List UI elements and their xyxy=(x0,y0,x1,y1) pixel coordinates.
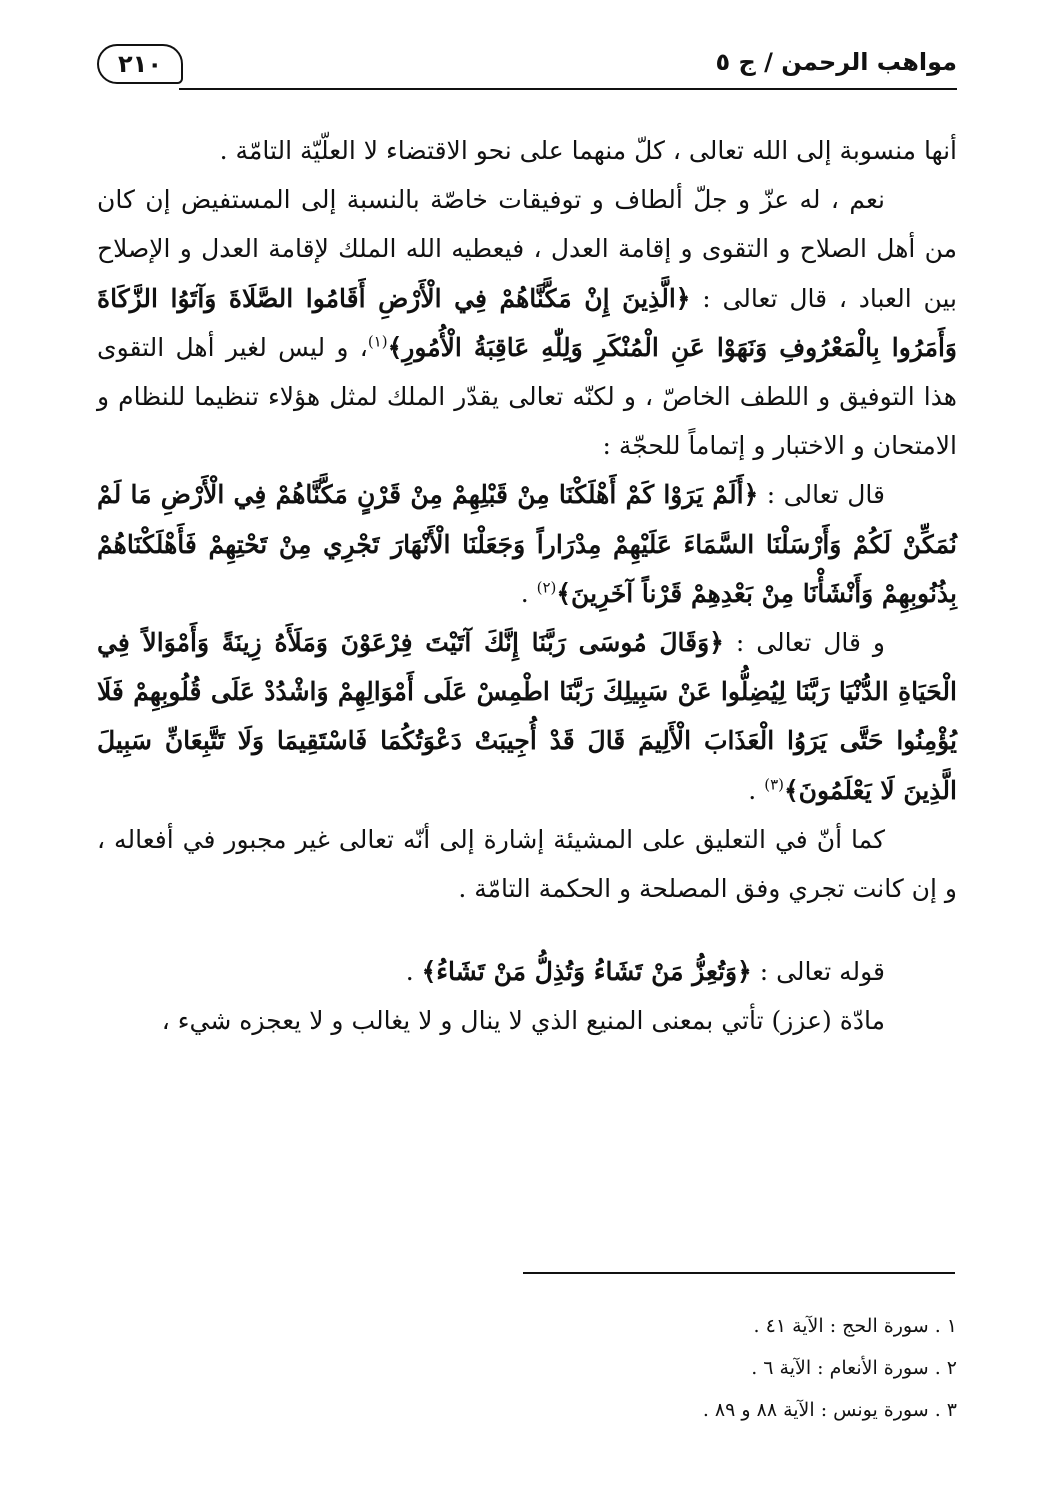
quran-verse: ﴿الَّذِينَ إِنْ مَكَّنَّاهُمْ فِي الْأَرْضِ أَقَامُوا الصَّلَاةَ وَآتَوُا الزَّكَاةَ وَأَمَرُوا بِالْمَعْرُوفِ وَنَهَوْا عَنِ الْمُنْكَرِ وَلِلّٰهِ عَاقِبَةُ الْأُمُورِ﴾ xyxy=(97,283,957,362)
text-run: قال تعالى : xyxy=(758,480,885,510)
paragraph xyxy=(97,470,957,618)
section-gap xyxy=(97,913,957,947)
text-run: . xyxy=(405,957,422,987)
main-text xyxy=(97,126,957,1046)
footnote-rule xyxy=(523,1272,955,1274)
text-run: ، و ليس لغير أهل التقوى هذا التوفيق و اللطف الخاصّ ، و لكنّه تعالى يقدّر الملك لمثل هؤلاء تنظيما للنظام و الامتحان و الاختبار و إتماماً للحجّة : xyxy=(97,332,957,461)
text-run: و قال تعالى : xyxy=(723,628,886,658)
page-header xyxy=(97,44,957,94)
footnote-ref[interactable]: (٢) xyxy=(536,578,557,597)
text-run: مادّة (عزز) تأتي بمعنى المنيع الذي لا ينال و لا يغالب و لا يعجزه شيء ، xyxy=(161,1006,885,1036)
paragraph xyxy=(97,815,957,913)
paragraph xyxy=(97,947,957,996)
footnotes xyxy=(97,1305,957,1431)
running-title: مواهب الرحمن / ج ٥ xyxy=(715,48,957,76)
text-run: قوله تعالى : xyxy=(751,957,885,987)
quran-verse: ﴿وَتُعِزُّ مَنْ تَشَاءُ وَتُذِلُّ مَنْ تَشَاءُ﴾ xyxy=(421,957,752,987)
paragraph xyxy=(97,618,957,815)
paragraph xyxy=(97,126,957,175)
footnote-ref[interactable]: (٣) xyxy=(764,775,784,794)
text-run: نعم ، له عزّ و جلّ ألطاف و توفيقات خاصّة بالنسبة إلى المستفيض إن كان من أهل الصلاح و التقوى و إقامة العدل ، فيعطيه الله الملك لإقامة العدل و الإصلاح بين العباد ، قال تعالى : xyxy=(97,185,958,313)
quran-verse: ﴿وَقَالَ مُوسَى رَبَّنَا إِنَّكَ آتَيْتَ فِرْعَوْنَ وَمَلَأَهُ زِينَةً وَأَمْوَالاً فِي الْحَيَاةِ الدُّنْيَا رَبَّنَا لِيُضِلُّوا عَنْ سَبِيلِكَ رَبَّنَا اطْمِسْ عَلَى أَمْوَالِهِمْ وَاشْدُدْ عَلَى قُلُوبِهِمْ فَلَا يُؤْمِنُوا حَتَّى يَرَوُا الْعَذَابَ الْأَلِيمَ قَالَ قَدْ أُجِيبَتْ دَعْوَتُكُمَا فَاسْتَقِيمَا وَلَا تَتَّبِعَانِّ سَبِيلَ الَّذِينَ لَا يَعْلَمُونَ﴾ xyxy=(97,628,957,805)
footnote: ٣ . سورة يونس : الآية ٨٨ و ٨٩ . xyxy=(702,1399,957,1421)
text-run: أنها منسوبة إلى الله تعالى ، كلّ منهما على نحو الاقتضاء لا العلّيّة التامّة . xyxy=(219,136,957,165)
quran-verse: ﴿أَلَمْ يَرَوْا كَمْ أَهْلَكْنَا مِنْ قَبْلِهِمْ مِنْ قَرْنٍ مَكَّنَّاهُمْ فِي الْأَرْضِ مَا لَمْ نُمَكِّنْ لَكُمْ وَأَرْسَلْنَا السَّمَاءَ عَلَيْهِمْ مِدْرَاراً وَجَعَلْنَا الْأَنْهَارَ تَجْرِي مِنْ تَحْتِهِمْ فَأَهْلَكْنَاهُمْ بِذُنُوبِهِمْ وَأَنْشَأْنَا مِنْ بَعْدِهِمْ قَرْناً آخَرِينَ﴾ xyxy=(97,480,957,608)
paragraph xyxy=(97,175,957,470)
footnote: ١ . سورة الحج : الآية ٤١ . xyxy=(753,1315,957,1337)
text-run: . xyxy=(520,578,537,608)
page-number: ٢١٠ xyxy=(97,44,183,84)
header-rule xyxy=(179,88,957,90)
paragraph xyxy=(97,996,957,1045)
text-run: كما أنّ في التعليق على المشيئة إشارة إلى أنّه تعالى غير مجبور في أفعاله ، و إن كانت تجري وفق المصلحة و الحكمة التامّة . xyxy=(97,824,957,904)
footnote-ref[interactable]: (١) xyxy=(367,332,388,351)
text-run: . xyxy=(748,775,765,805)
footnote: ٢ . سورة الأنعام : الآية ٦ . xyxy=(751,1357,957,1379)
